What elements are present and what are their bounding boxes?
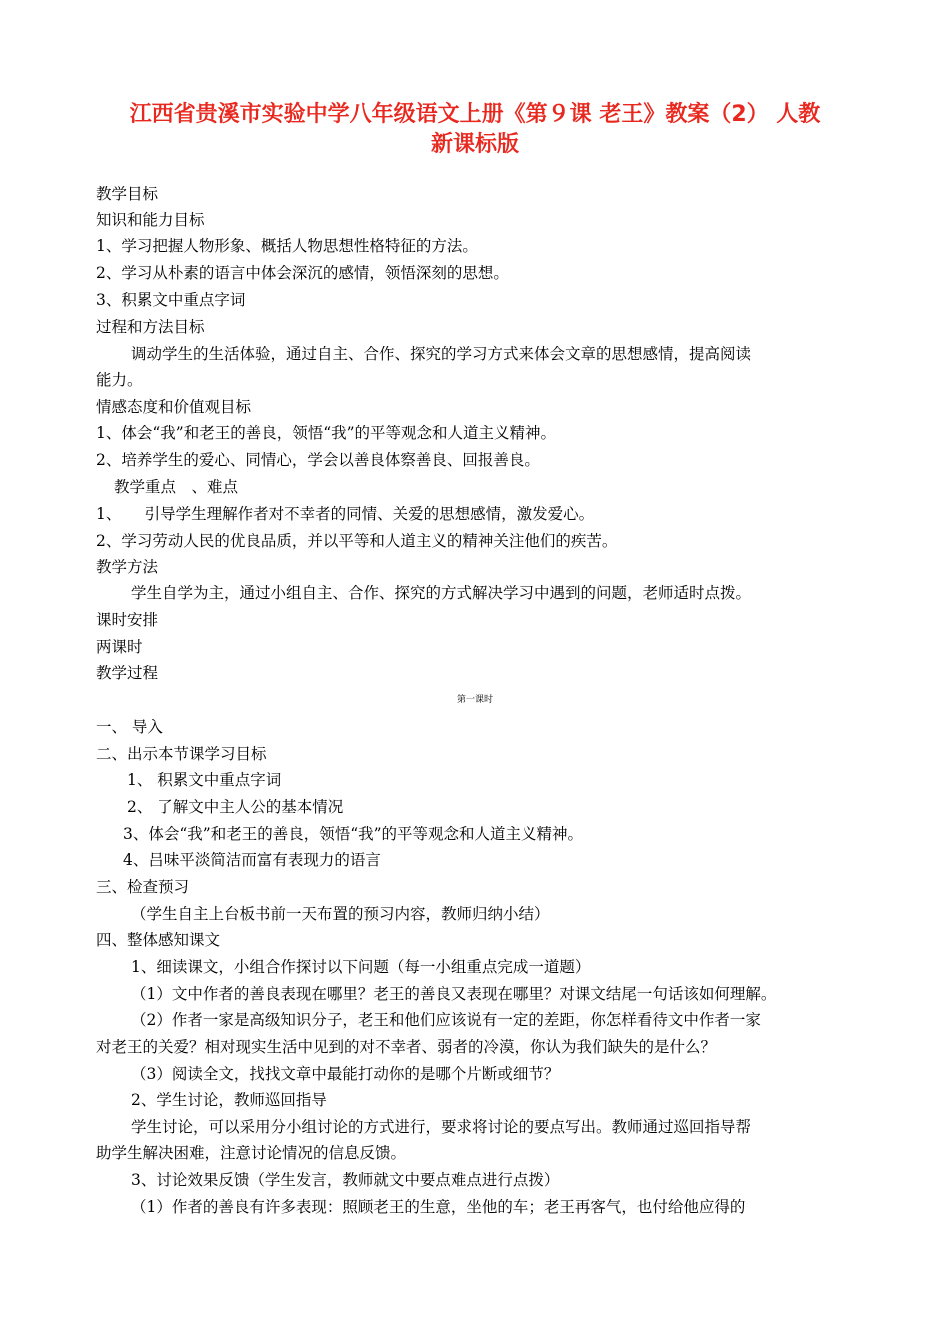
list-item: 1、体会“我”和老王的善良，领悟“我”的平等观念和人道主义精神。 — [96, 424, 557, 442]
document-title-line-2: 新课标版 — [430, 132, 519, 157]
list-item: 2、培养学生的爱心、同情心，学会以善良体察善良、回报善良。 — [96, 451, 540, 469]
step-heading: 一、 导入 — [96, 718, 163, 736]
document-title-line-1: 江西省贵溪市实验中学八年级语文上册《第９课 老王》教案（2） 人教 — [129, 102, 821, 127]
list-item: 1、细读课文，小组合作探讨以下问题（每一小组重点完成一道题） — [131, 958, 591, 976]
list-item: 2、 了解文中主人公的基本情况 — [127, 798, 344, 816]
paragraph-line: 学生讨论，可以采用分小组讨论的方式进行，要求将讨论的要点写出。教师通过巡回指导帮 — [131, 1118, 752, 1136]
list-item: 1、 积累文中重点字词 — [127, 771, 282, 789]
paragraph-line: （1）文中作者的善良表现在哪里？老王的善良又表现在哪里？对课文结尾一句话该如何理解。 — [131, 985, 777, 1003]
paragraph-line: （3）阅读全文，找找文章中最能打动你的是哪个片断或细节？ — [131, 1065, 560, 1083]
list-item: 2、学习从朴素的语言中体会深沉的感情，领悟深刻的思想。 — [96, 264, 509, 282]
list-item: 2、学生讨论，教师巡回指导 — [131, 1091, 327, 1109]
list-item: 4、吕味平淡简洁而富有表现力的语言 — [123, 851, 381, 869]
list-item: 1、 引导学生理解作者对不幸者的同情、关爱的思想感情，激发爱心。 — [96, 505, 595, 523]
heading-schedule: 课时安排 — [96, 611, 159, 629]
paragraph-line: 助学生解决困难，注意讨论情况的信息反馈。 — [96, 1144, 407, 1162]
step-heading: 四、整体感知课文 — [96, 931, 221, 949]
paragraph-line: （2）作者一家是高级知识分子，老王和他们应该说有一定的差距，你怎样看待文中作者一家 — [131, 1011, 761, 1029]
list-item: 1、学习把握人物形象、概括人物思想性格特征的方法。 — [96, 237, 478, 255]
paragraph-line: 能力。 — [96, 371, 143, 389]
paragraph-line: （1）作者的善良有许多表现：照顾老王的生意，坐他的车；老王再客气，也付给他应得的 — [131, 1198, 746, 1216]
section-first-lesson: 第一课时 — [456, 695, 493, 705]
step-heading: 三、检查预习 — [96, 878, 190, 896]
subheading-process-goals: 过程和方法目标 — [96, 318, 205, 336]
subheading-knowledge-goals: 知识和能力目标 — [96, 211, 205, 229]
heading-teaching-process: 教学过程 — [96, 664, 159, 682]
list-item: 3、积累文中重点字词 — [96, 291, 246, 309]
list-item: 3、讨论效果反馈（学生发言，教师就文中要点难点进行点拨） — [131, 1171, 560, 1189]
paragraph-line: 对老王的关爱？相对现实生活中见到的对不幸者、弱者的冷漠，你认为我们缺失的是什么？ — [96, 1038, 717, 1056]
subheading-emotion-goals: 情感态度和价值观目标 — [96, 398, 252, 416]
list-item: 2、学习劳动人民的优良品质，并以平等和人道主义的精神关注他们的疾苦。 — [96, 532, 618, 550]
heading-teaching-goals: 教学目标 — [96, 185, 159, 203]
step-heading: 二、出示本节课学习目标 — [96, 745, 267, 763]
paragraph-line: （学生自主上台板书前一天布置的预习内容，教师归纳小结） — [131, 905, 550, 923]
paragraph-line: 学生自学为主，通过小组自主、合作、探究的方式解决学习中遇到的问题，老师适时点拨。 — [131, 584, 752, 602]
heading-teaching-method: 教学方法 — [96, 558, 159, 576]
paragraph-line: 调动学生的生活体验，通过自主、合作、探究的学习方式来体会文章的思想感情，提高阅读 — [131, 345, 752, 363]
heading-key-points: 教学重点 、难点 — [114, 478, 239, 496]
paragraph-line: 两课时 — [96, 638, 143, 656]
list-item: 3、体会“我”和老王的善良，领悟“我”的平等观念和人道主义精神。 — [123, 825, 584, 843]
